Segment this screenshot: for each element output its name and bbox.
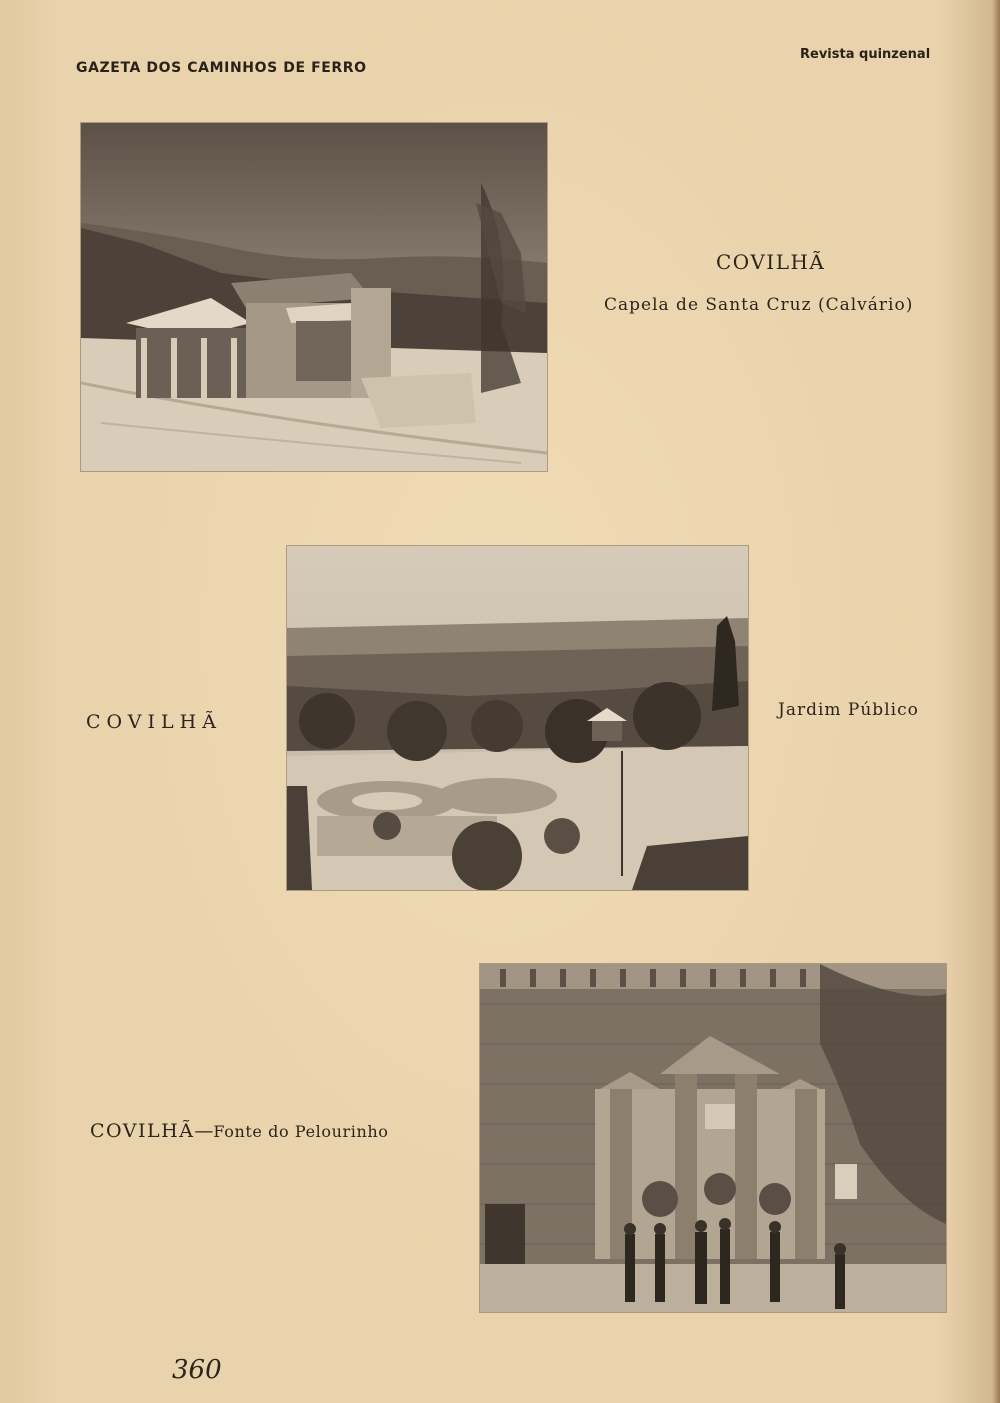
photo3-title: COVILHÃ	[90, 1120, 195, 1142]
photo1-title: COVILHÃ	[716, 250, 826, 274]
page-number: 360	[172, 1355, 222, 1385]
photo2-title: COVILHÃ	[86, 711, 222, 733]
journal-title: GAZETA DOS CAMINHOS DE FERRO	[76, 60, 367, 76]
photo3-caption: Fonte do Pelourinho	[213, 1122, 389, 1141]
journal-frequency: Revista quinzenal	[800, 47, 931, 62]
photo-jardim-publico	[287, 546, 748, 890]
photo1-caption: Capela de Santa Cruz (Calvário)	[604, 295, 914, 315]
photo-fonte-do-pelourinho	[480, 964, 946, 1312]
page-edge-shadow	[992, 0, 1000, 1403]
photo3-caption-line	[90, 1120, 389, 1142]
photo3-separator: —	[194, 1120, 214, 1142]
photo-capela-santa-cruz	[81, 123, 547, 471]
photo2-caption: Jardim Público	[778, 700, 919, 720]
